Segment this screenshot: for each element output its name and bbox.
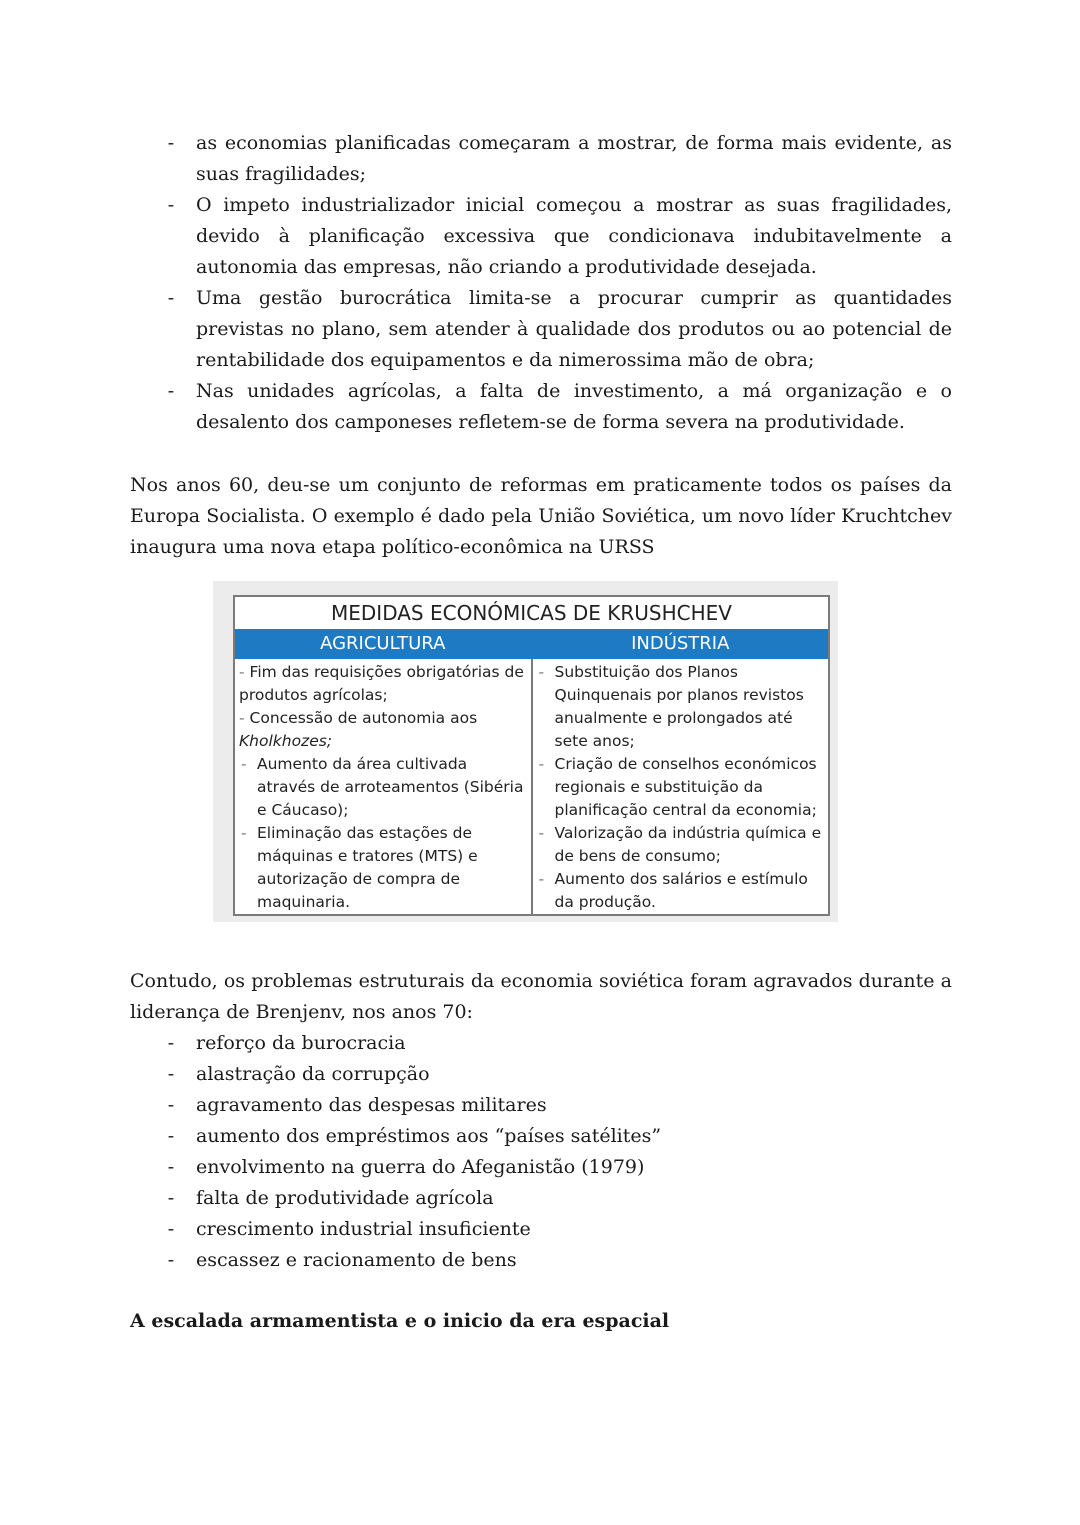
agriculture-cell (234, 659, 532, 915)
dash-bullet: - (538, 755, 545, 773)
list-item: - agravamento das despesas militares (130, 1090, 952, 1121)
dash-bullet: - (239, 663, 245, 681)
list-item: - falta de produtividade agrícola (130, 1183, 952, 1214)
list-item: - Aumento dos salários e estímulo da produção. (538, 870, 808, 911)
column-header-agriculture: AGRICULTURA (234, 629, 532, 659)
dash-bullet: - (167, 287, 175, 309)
list-item: - crescimento industrial insuficiente (130, 1214, 952, 1245)
dash-bullet: - (538, 663, 545, 681)
list-item: - envolvimento na guerra do Afeganistão (1979) (130, 1152, 952, 1183)
dash-bullet: - (167, 1218, 175, 1240)
industry-cell (532, 659, 830, 915)
list-item: - Aumento da área cultivada através de arroteamentos (Sibéria e Cáucaso); (241, 755, 524, 819)
list-item: - Criação de conselhos económicos regionais e substituição da planificação central da economia; (538, 755, 817, 819)
list-item: - escassez e racionamento de bens (130, 1245, 952, 1276)
column-header-industry: INDÚSTRIA (532, 629, 830, 659)
list-item: - Uma gestão burocrática limita-se a procurar cumprir as quantidades previstas no plano, sem atender à qualidade dos produtos ou ao potencial de rentabilidade dos equipamentos e da nimerossima mão de obra; (130, 283, 952, 376)
industry-list (537, 661, 825, 914)
list-item: - as economias planificadas começaram a mostrar, de forma mais evidente, as suas fragilidades; (130, 128, 952, 190)
dash-bullet: - (241, 755, 247, 773)
dash-bullet: - (167, 1032, 175, 1054)
measures-figure (213, 581, 838, 922)
dash-bullet: - (167, 1063, 175, 1085)
reforms-paragraph: Nos anos 60, deu-se um conjunto de reformas em praticamente todos os países da Europa Socialista. O exemplo é dado pela União Soviética, um novo líder Kruchtchev inaugura uma nova etapa político-econômica na URSS (130, 474, 952, 558)
dash-bullet: - (167, 1249, 175, 1271)
list-item: - Nas unidades agrícolas, a falta de investimento, a má organização e o desalento dos camponeses refletem-se de forma severa na produtividade. (130, 376, 952, 438)
brejnev-paragraph: Contudo, os problemas estruturais da economia soviética foram agravados durante a liderança de Brenjenv, nos anos 70: (130, 970, 952, 1023)
table-title: MEDIDAS ECONÓMICAS DE KRUSHCHEV (234, 596, 829, 629)
dash-bullet: - (167, 132, 175, 154)
list-item: - O impeto industrializador inicial começou a mostrar as suas fragilidades, devido à planificação excessiva que condicionava indubitavelmente a autonomia das empresas, não criando a produtividade desejada. (130, 190, 952, 283)
dash-bullet: - (538, 824, 545, 842)
dash-bullet: - (239, 709, 245, 727)
dash-bullet: - (167, 380, 175, 402)
list-item: - reforço da burocracia (130, 1028, 952, 1059)
list-item: - Substituição dos Planos Quinquenais por planos revistos anualmente e prolongados até sete anos; (538, 663, 804, 750)
dash-bullet: - (167, 194, 175, 216)
list-item: - Eliminação das estações de máquinas e tratores (MTS) e autorização de compra de maquinaria. (241, 824, 478, 911)
dash-bullet: - (167, 1094, 175, 1116)
dash-bullet: - (538, 870, 545, 888)
list-item: - aumento dos empréstimos aos “países satélites” (130, 1121, 952, 1152)
fragilities-list (130, 128, 952, 438)
problems-list (130, 1028, 952, 1276)
list-item: - Concessão de autonomia aos Kholkhozes; (239, 709, 478, 750)
list-item: - alastração da corrupção (130, 1059, 952, 1090)
list-item: - Valorização da indústria química e de bens de consumo; (538, 824, 822, 865)
section-heading: A escalada armamentista e o inicio da era espacial (130, 1310, 670, 1332)
agriculture-list (239, 661, 527, 914)
dash-bullet: - (241, 824, 247, 842)
dash-bullet: - (167, 1125, 175, 1147)
dash-bullet: - (167, 1156, 175, 1178)
measures-table (233, 595, 830, 916)
list-item: - Fim das requisições obrigatórias de produtos agrícolas; (239, 663, 524, 704)
dash-bullet: - (167, 1187, 175, 1209)
